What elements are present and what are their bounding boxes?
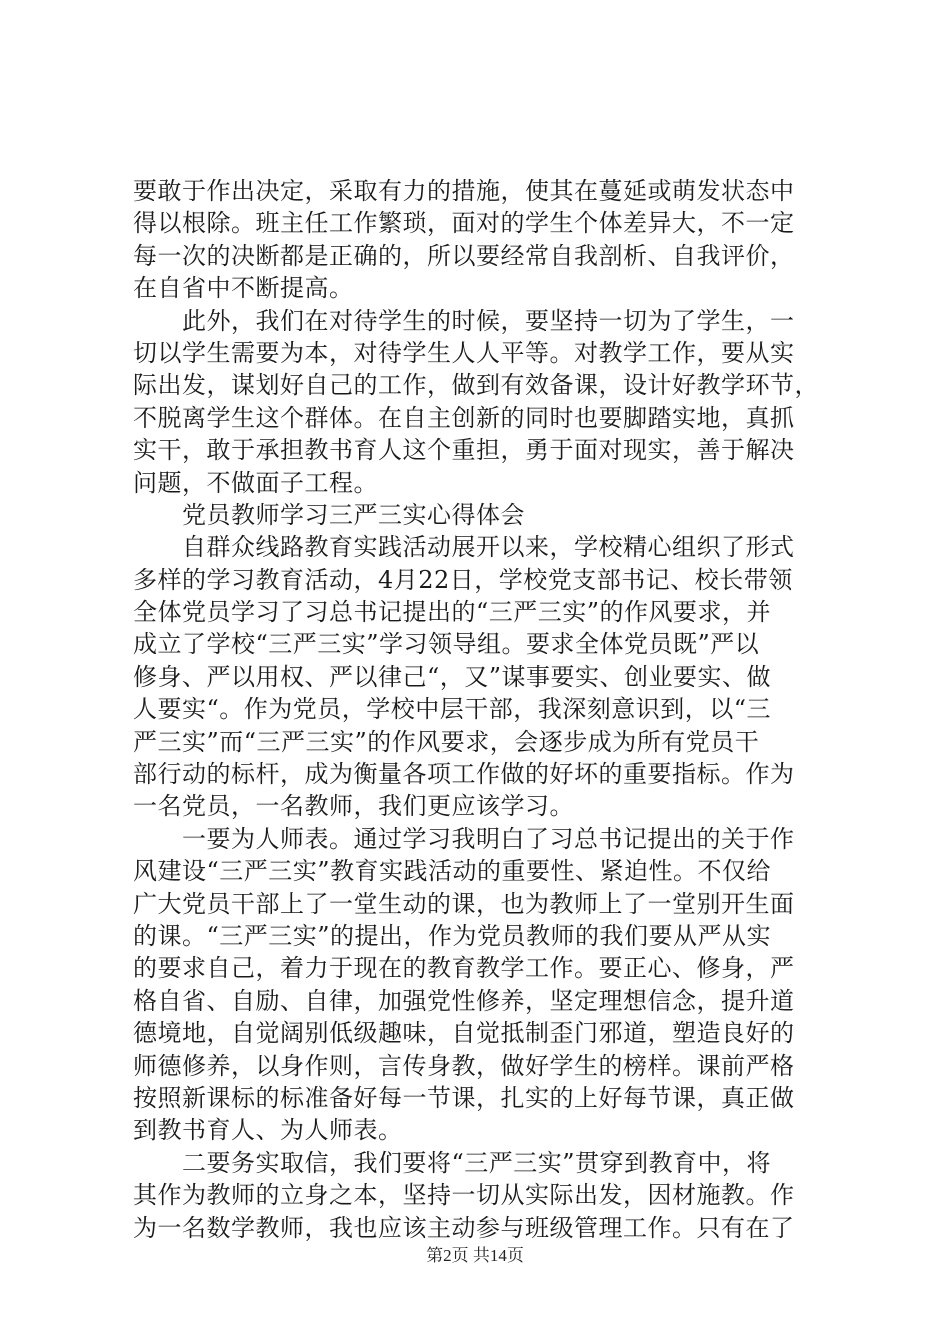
text-line: 党员教师学习三严三实心得体会 bbox=[133, 500, 525, 529]
text-line: 广大党员干部上了一堂生动的课，也为教师上了一堂别开生面 bbox=[133, 889, 795, 918]
text-line: 德境地，自觉阔别低级趣味，自觉抵制歪门邪道，塑造良好的 bbox=[133, 1019, 795, 1048]
text-line: 其作为教师的立身之本，坚持一切从实际出发，因材施教。作 bbox=[133, 1181, 795, 1210]
text-line: 实干，敢于承担教书育人这个重担，勇于面对现实，善于解决 bbox=[133, 436, 795, 465]
text-line: 人要实“。作为党员，学校中层干部，我深刻意识到，以“三 bbox=[133, 695, 772, 724]
text-line: 严三实”而“三严三实”的作风要求，会逐步成为所有党员干 bbox=[133, 727, 760, 756]
page-footer: 第2页 共14页 bbox=[426, 1246, 524, 1265]
text-line: 际出发，谋划好自己的工作，做到有效备课，设计好教学环节， bbox=[133, 371, 819, 400]
text-line: 二要务实取信，我们要将“三严三实”贯穿到教育中，将 bbox=[133, 1148, 772, 1177]
text-line: 自群众线路教育实践活动展开以来，学校精心组织了形式 bbox=[133, 533, 795, 562]
text-line: 成立了学校“三严三实”学习领导组。要求全体党员既”严以 bbox=[133, 630, 760, 659]
text-line: 全体党员学习了习总书记提出的“三严三实”的作风要求，并 bbox=[133, 598, 772, 627]
text-line: 一名党员，一名教师，我们更应该学习。 bbox=[133, 792, 574, 821]
text-line: 部行动的标杆，成为衡量各项工作做的好坏的重要指标。作为 bbox=[133, 760, 795, 789]
text-line: 得以根除。班主任工作繁琐，面对的学生个体差异大，不一定 bbox=[133, 209, 795, 238]
text-line: 不脱离学生这个群体。在自主创新的同时也要脚踏实地，真抓 bbox=[133, 403, 795, 432]
text-line: 问题，不做面子工程。 bbox=[133, 468, 378, 497]
text-line: 在自省中不断提高。 bbox=[133, 274, 354, 303]
text-line: 的课。“三严三实”的提出，作为党员教师的我们要从严从实 bbox=[133, 921, 772, 950]
document-body bbox=[133, 175, 833, 1244]
text-line: 的要求自己，着力于现在的教育教学工作。要正心、修身，严 bbox=[133, 954, 795, 983]
text-line: 多样的学习教育活动，4月22日，学校党支部书记、校长带领 bbox=[133, 565, 793, 594]
text-line: 风建设“三严三实”教育实践活动的重要性、紧迫性。不仅给 bbox=[133, 857, 772, 886]
text-line: 为一名数学教师，我也应该主动参与班级管理工作。只有在了 bbox=[133, 1213, 795, 1242]
text-line: 修身、严以用权、严以律己“，又”谋事要实、创业要实、做 bbox=[133, 662, 772, 691]
text-line: 要敢于作出决定，采取有力的措施，使其在蔓延或萌发状态中 bbox=[133, 177, 795, 205]
text-line: 格自省、自励、自律，加强党性修养，坚定理想信念，提升道 bbox=[133, 986, 795, 1015]
text-line: 一要为人师表。通过学习我明白了习总书记提出的关于作 bbox=[133, 824, 795, 853]
text-line: 每一次的决断都是正确的，所以要经常自我剖析、自我评价， bbox=[133, 241, 795, 270]
text-line: 按照新课标的标准备好每一节课，扎实的上好每节课，真正做 bbox=[133, 1083, 795, 1112]
text-line: 到教书育人、为人师表。 bbox=[133, 1116, 403, 1145]
text-line: 切以学生需要为本，对待学生人人平等。对教学工作，要从实 bbox=[133, 338, 795, 367]
text-line: 师德修养，以身作则，言传身教，做好学生的榜样。课前严格 bbox=[133, 1051, 795, 1080]
text-line: 此外，我们在对待学生的时候，要坚持一切为了学生，一 bbox=[133, 306, 795, 335]
